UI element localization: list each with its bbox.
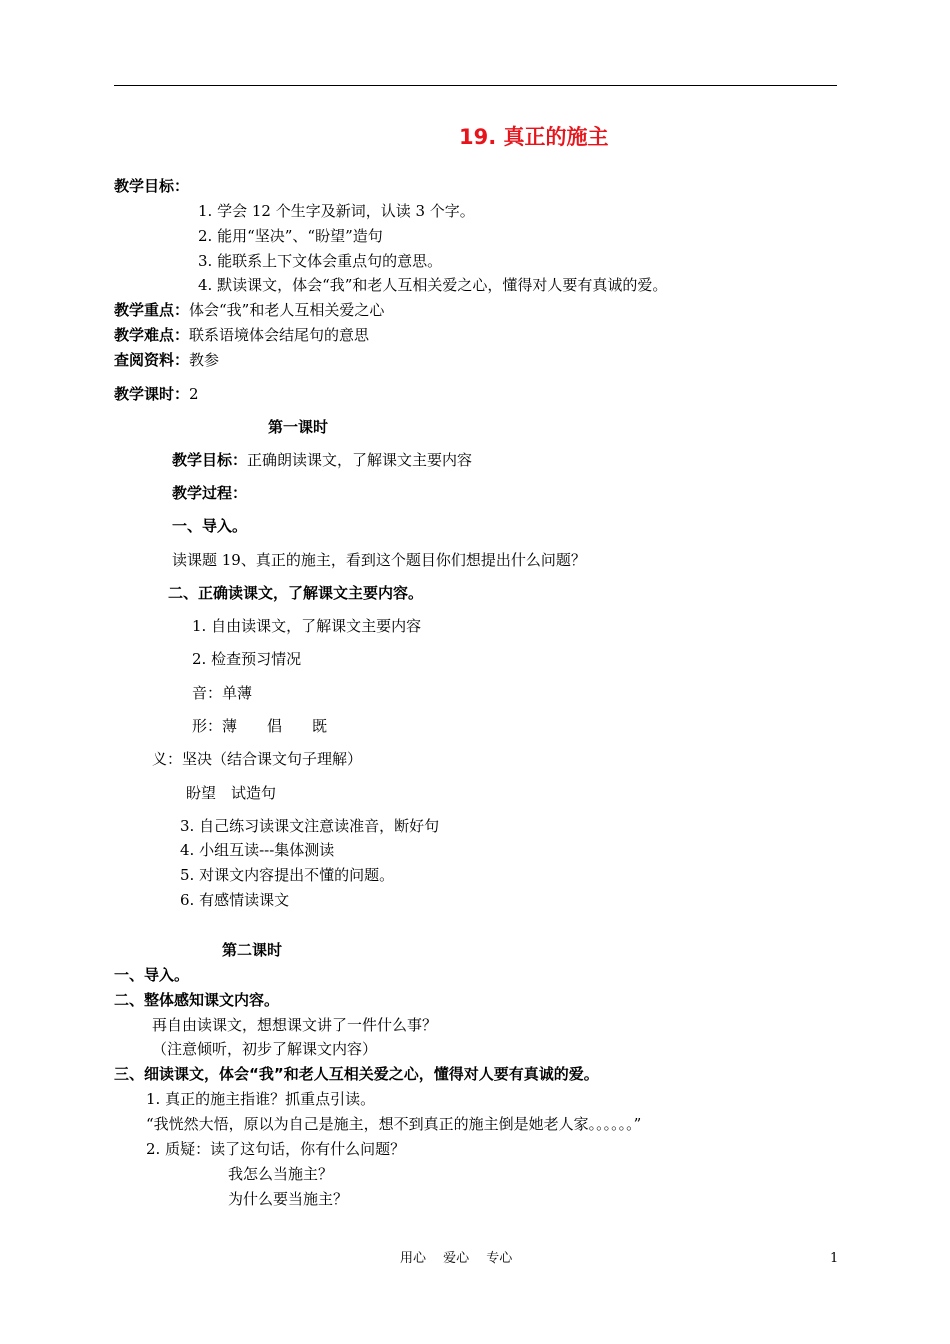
lesson1-process-label: 教学过程：	[172, 484, 248, 502]
lesson2-question: 1. 真正的施主指谁？抓重点引读。	[146, 1090, 376, 1108]
lesson1-step1-text: 读课题 19、真正的施主，看到这个题目你们想提出什么问题？	[172, 551, 586, 569]
focus-text: 体会“我”和老人互相关爱之心	[189, 301, 385, 319]
lesson2-quote: “我恍然大悟，原以为自己是施主，想不到真正的施主倒是她老人家。。。。。。”	[146, 1115, 642, 1133]
lesson1-item: 5. 对课文内容提出不懂的问题。	[180, 866, 395, 884]
objective-item: 3. 能联系上下文体会重点句的意思。	[198, 252, 443, 270]
hours-text: 2	[189, 385, 199, 403]
reference-row	[114, 353, 219, 368]
lesson2-question: 2. 质疑：读了这句话，你有什么问题？	[146, 1140, 406, 1158]
header-rule	[114, 85, 837, 86]
lesson1-goal-label: 教学目标：	[172, 451, 248, 469]
lesson2-step3: 三、细读课文，体会“我”和老人互相关爱之心，懂得对人要有真诚的爱。	[114, 1065, 599, 1083]
lesson1-meaning: 义：坚决（结合课文句子理解）	[152, 750, 363, 768]
lesson2-step2: 二、整体感知课文内容。	[114, 991, 280, 1009]
lesson1-goal-row	[172, 453, 472, 468]
lesson1-item: 3. 自己练习读课文注意读准音，断好句	[180, 817, 440, 835]
lesson2-subquestion: 我怎么当施主？	[228, 1165, 334, 1183]
lesson1-sound: 音：单薄	[192, 684, 253, 702]
lesson2-subquestion: 为什么要当施主？	[228, 1190, 349, 1208]
page-number: 1	[830, 1251, 839, 1266]
difficulty-text: 联系语境体会结尾句的意思	[189, 326, 370, 344]
objectives-label: 教学目标：	[114, 177, 190, 195]
lesson2-step1: 一、导入。	[114, 966, 190, 984]
lesson1-shape: 形：薄 倡 既	[192, 717, 328, 735]
lesson1-item: 4. 小组互读---集体测读	[180, 841, 335, 859]
difficulty-row	[114, 328, 369, 343]
lesson1-heading: 第一课时	[268, 418, 329, 436]
lesson1-item: 1. 自由读课文，了解课文主要内容	[192, 617, 422, 635]
lesson2-step2-text: 再自由读课文，想想课文讲了一件什么事？	[152, 1016, 438, 1034]
page-title: 19. 真正的施主	[459, 125, 609, 149]
reference-text: 教参	[189, 351, 220, 369]
objective-item: 4. 默读课文，体会“我”和老人互相关爱之心，懂得对人要有真诚的爱。	[198, 276, 668, 294]
focus-row	[114, 303, 384, 318]
lesson1-step2: 二、正确读课文，了解课文主要内容。	[168, 584, 424, 602]
lesson1-item: 6. 有感情读课文	[180, 891, 290, 909]
lesson1-step1: 一、导入。	[172, 517, 248, 535]
reference-label: 查阅资料：	[114, 351, 190, 369]
focus-label: 教学重点：	[114, 301, 190, 319]
hours-row	[114, 387, 199, 402]
footer-motto: 用心 爱心 专心	[400, 1251, 513, 1266]
lesson1-meaning2: 盼望 试造句	[186, 784, 277, 802]
lesson1-item: 2. 检查预习情况	[192, 650, 302, 668]
objective-item: 2. 能用“坚决”、“盼望”造句	[198, 227, 383, 245]
lesson1-goal-text: 正确朗读课文，了解课文主要内容	[247, 451, 473, 469]
lesson2-step2-text: （注意倾听，初步了解课文内容）	[152, 1040, 378, 1058]
lesson2-heading: 第二课时	[222, 941, 283, 959]
hours-label: 教学课时：	[114, 385, 190, 403]
difficulty-label: 教学难点：	[114, 326, 190, 344]
objective-item: 1. 学会 12 个生字及新词，认读 3 个字。	[198, 202, 475, 220]
